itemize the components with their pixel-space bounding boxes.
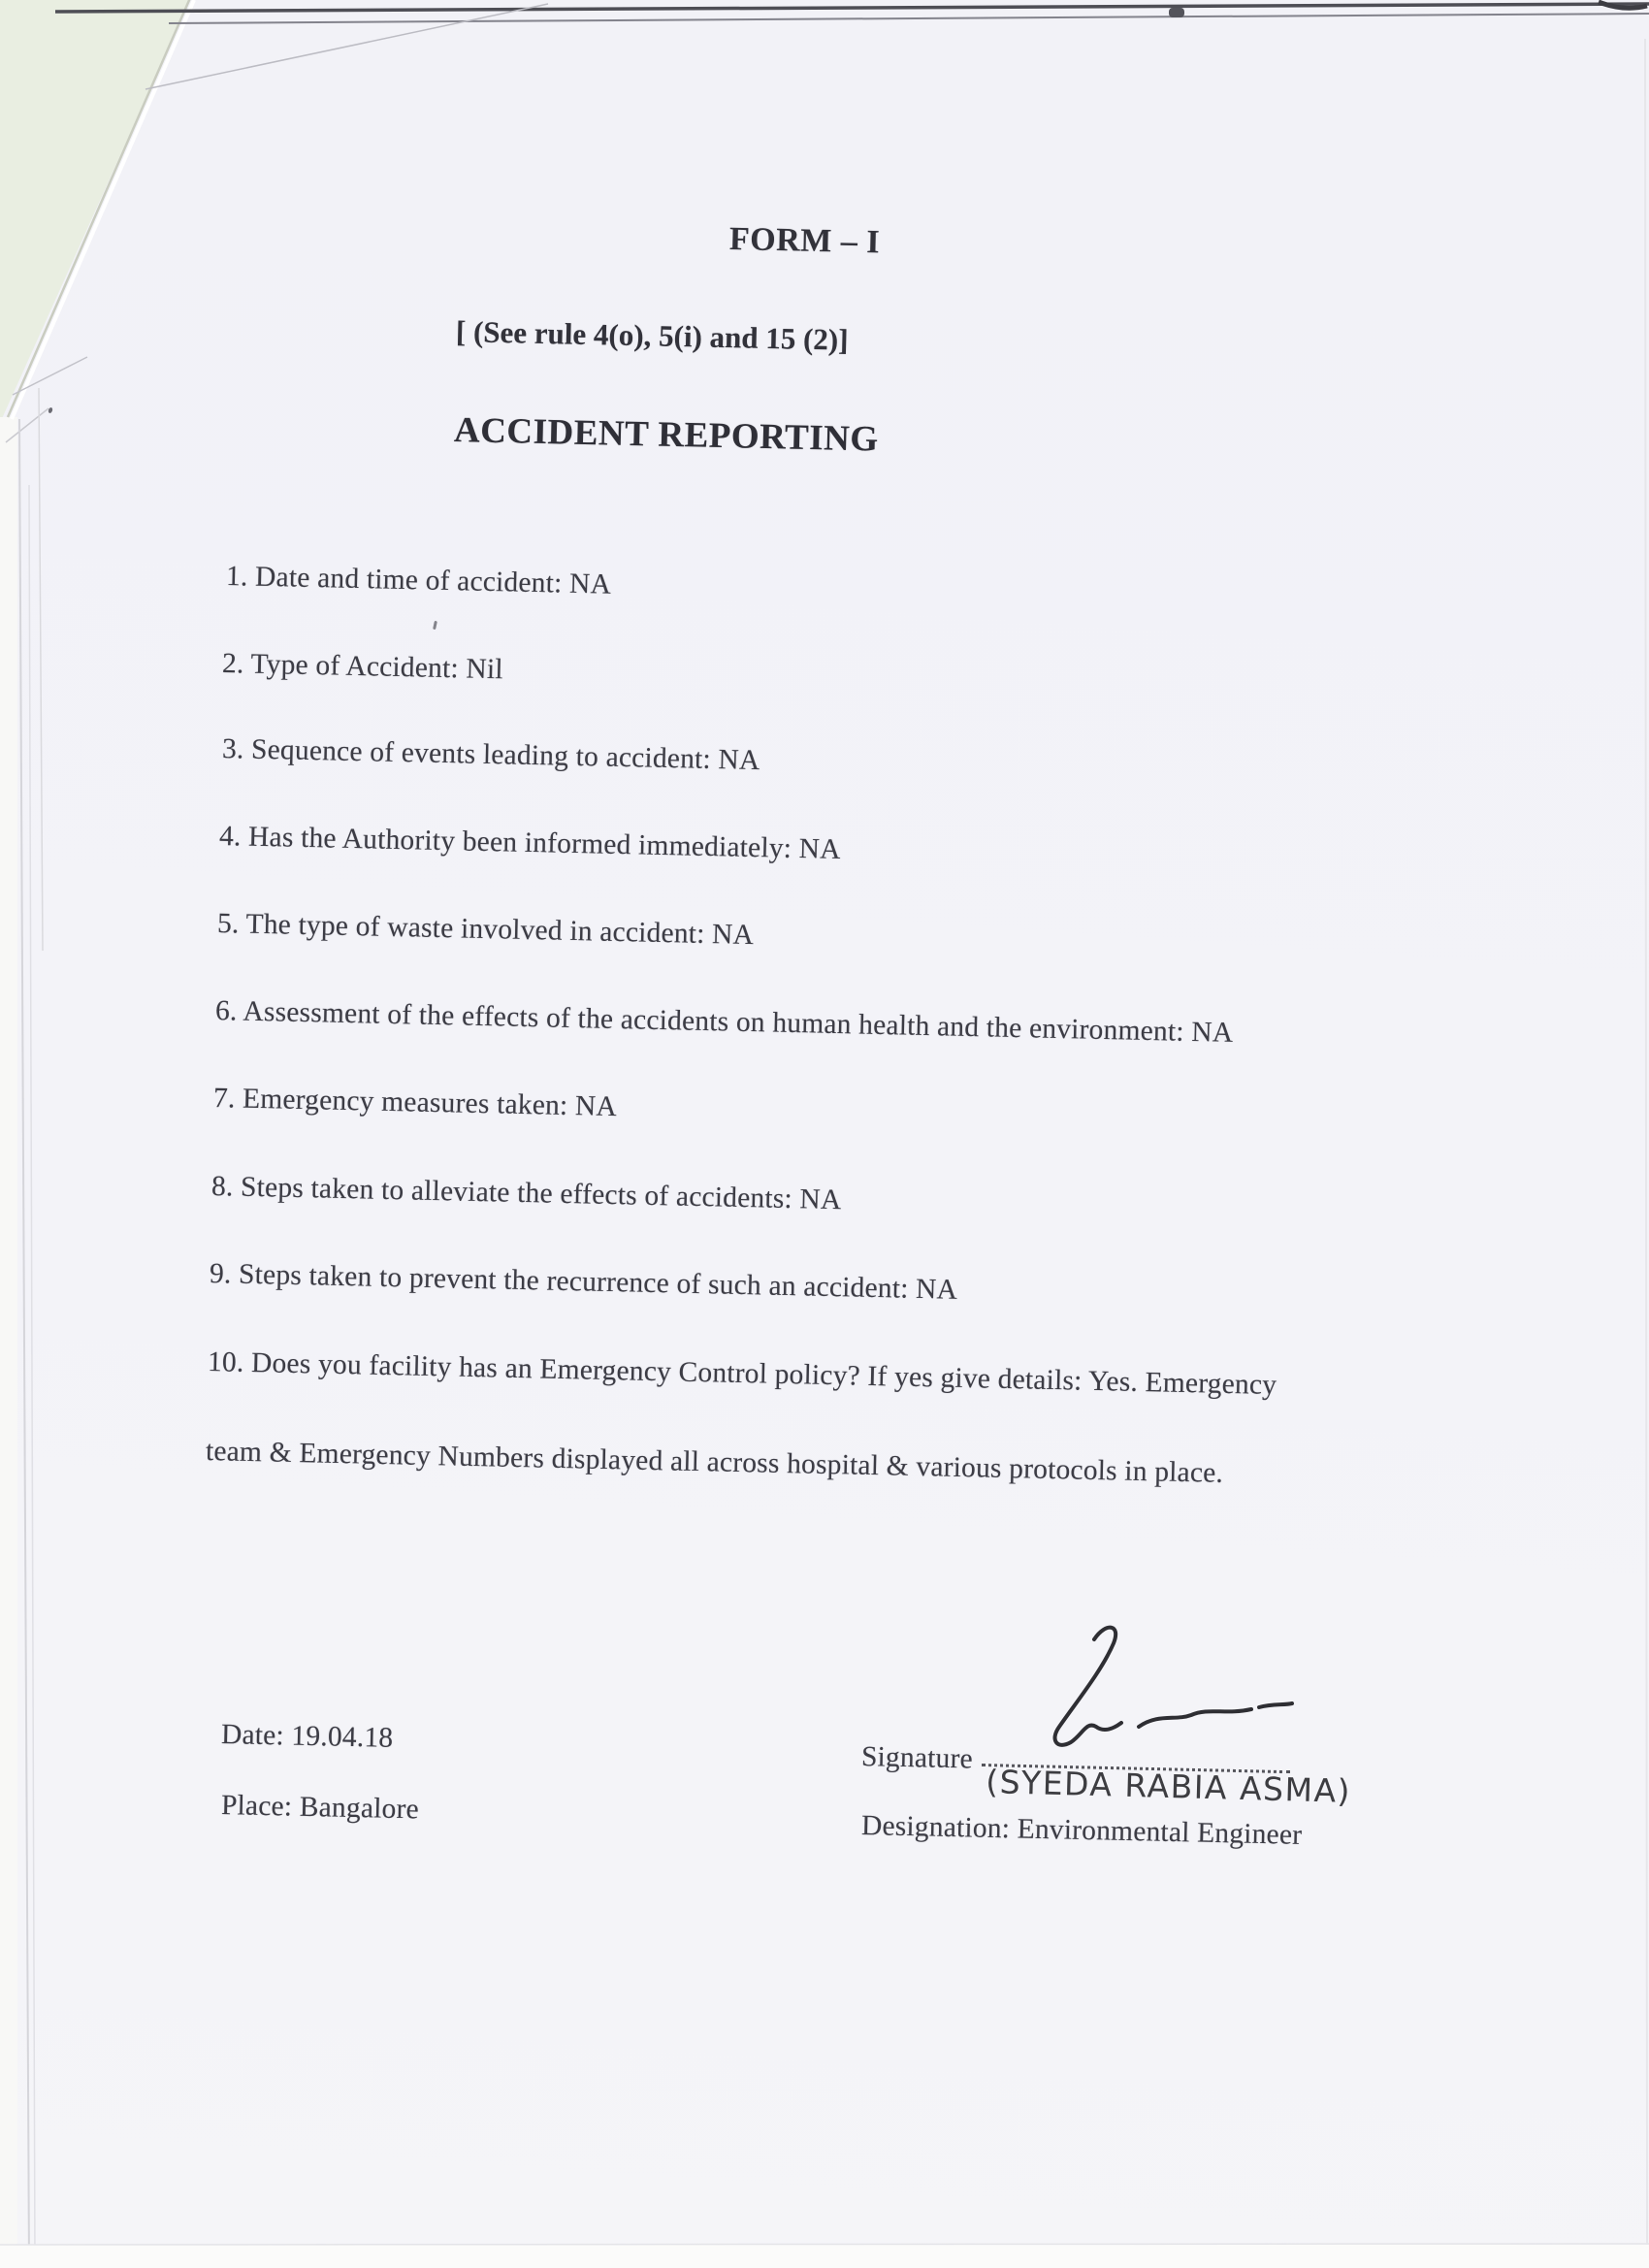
form-line: 7. Emergency measures taken: NA (212, 1083, 618, 1123)
form-heading: ACCIDENT REPORTING (453, 410, 880, 460)
signature-flourish (1055, 1628, 1292, 1745)
page-top-edge (169, 14, 1649, 23)
signature-name: (SYEDA RABIA ASMA) (985, 1763, 1352, 1810)
signature-handwriting (931, 1618, 1436, 1831)
page-top-edge (55, 4, 1649, 12)
top-edge-notch (1169, 8, 1184, 17)
bottom-edge-line (0, 2244, 1649, 2245)
date-line: Date: 19.04.18 (220, 1719, 394, 1754)
sheet-edge-line (19, 419, 29, 2268)
form-subtitle: [ (See rule 4(o), 5(i) and 15 (2)] (455, 314, 849, 357)
form-line: team & Emergency Numbers displayed all across hospital & various protocols in place. (205, 1436, 1224, 1489)
sheet-edge-line (39, 388, 43, 951)
signature-label: Signature (860, 1741, 974, 1775)
form-line: 2. Type of Accident: Nil (221, 648, 504, 686)
form-line: 5. The type of waste involved in accident: NA (216, 908, 755, 952)
form-line: 4. Has the Authority been informed immediately: NA (218, 821, 842, 865)
form-line: 1. Date and time of accident: NA (225, 561, 612, 600)
sheet-edge-line (29, 485, 35, 2268)
form-line: 3. Sequence of events leading to accident: NA (221, 733, 760, 777)
form-line: 8. Steps taken to alleviate the effects of accidents: NA (210, 1171, 842, 1216)
place-line: Place: Bangalore (220, 1790, 420, 1826)
form-line: 10. Does you facility has an Emergency Control policy? If yes give details: Yes. Emergency (207, 1346, 1277, 1402)
page-top-diagonal-edge (146, 4, 548, 89)
right-edge-line (1645, 39, 1647, 2245)
form-line: 9. Steps taken to prevent the recurrence of such an accident: NA (209, 1258, 958, 1306)
sheet-stack-strip (0, 417, 17, 2268)
designation-line: Designation: Environmental Engineer (860, 1810, 1303, 1851)
form-line: 6. Assessment of the effects of the accidents on human health and the environment: NA (214, 995, 1234, 1049)
bottom-scan-strip (0, 2245, 1649, 2268)
form-title: FORM – I (728, 221, 881, 261)
